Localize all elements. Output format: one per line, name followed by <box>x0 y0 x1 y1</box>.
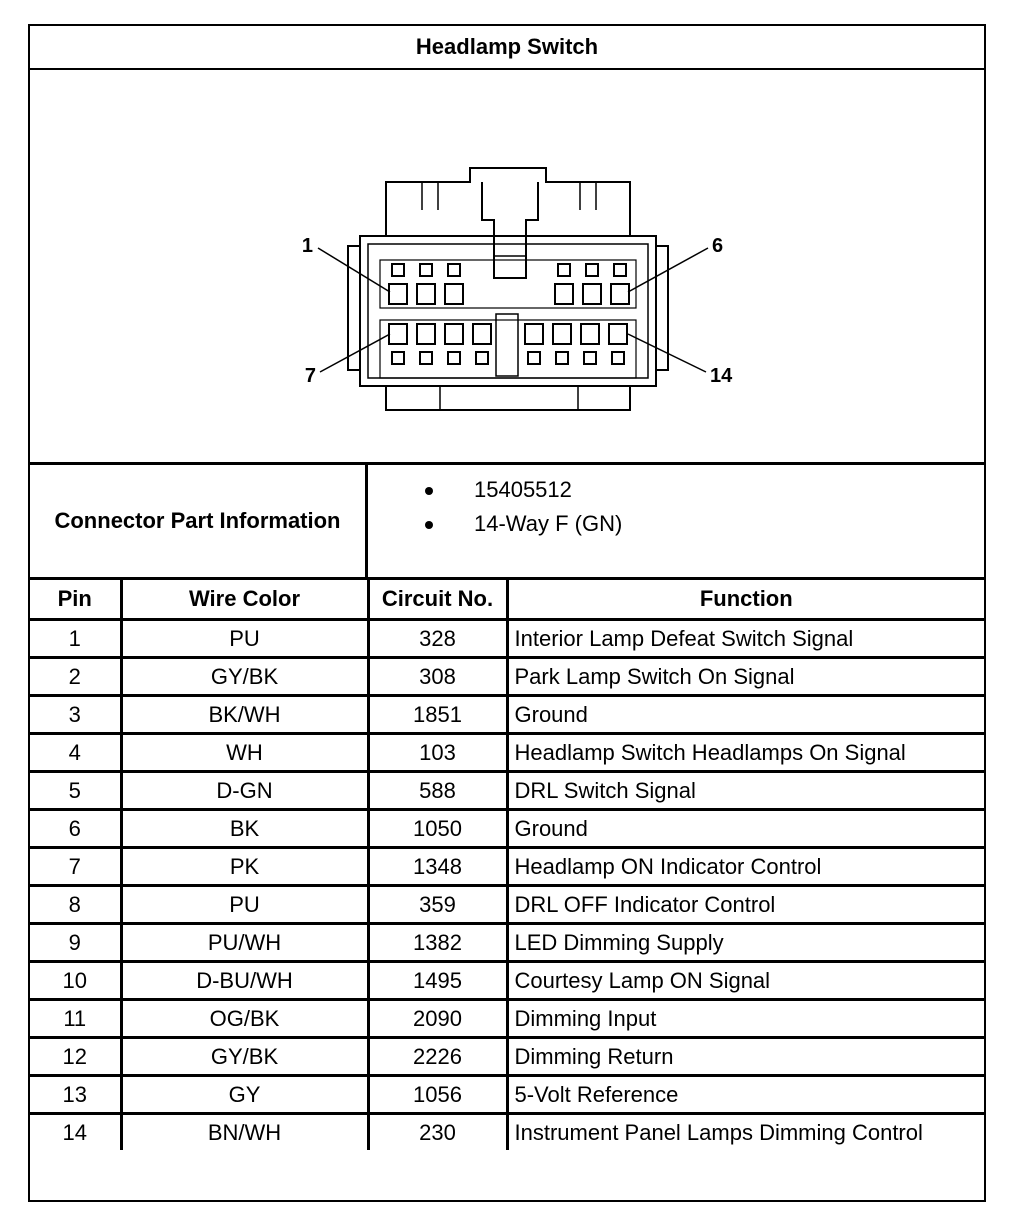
connector-info-list <box>368 473 622 541</box>
bullet-icon <box>425 521 433 529</box>
cell-pin: 13 <box>30 1076 121 1114</box>
table-row <box>30 734 984 772</box>
connector-info-label: Connector Part Information <box>30 465 368 577</box>
cell-function: Instrument Panel Lamps Dimming Control <box>507 1114 984 1151</box>
cell-wire-color: PU <box>121 620 368 658</box>
connector-info-item <box>368 473 622 507</box>
cell-function: Courtesy Lamp ON Signal <box>507 962 984 1000</box>
cell-wire-color: OG/BK <box>121 1000 368 1038</box>
cell-circuit: 230 <box>368 1114 507 1151</box>
cell-wire-color: GY/BK <box>121 1038 368 1076</box>
cell-pin: 2 <box>30 658 121 696</box>
table-row <box>30 1076 984 1114</box>
header-wire-color: Wire Color <box>121 580 368 620</box>
cell-function: Park Lamp Switch On Signal <box>507 658 984 696</box>
cell-circuit: 359 <box>368 886 507 924</box>
cell-circuit: 588 <box>368 772 507 810</box>
center-key <box>496 314 518 376</box>
cell-wire-color: GY <box>121 1076 368 1114</box>
pin-label-7: 7 <box>304 365 316 387</box>
table-row <box>30 1038 984 1076</box>
cell-circuit: 1382 <box>368 924 507 962</box>
connector-info-text: 15405512 <box>474 477 572 502</box>
table-row <box>30 1000 984 1038</box>
cell-function: Ground <box>507 696 984 734</box>
page-title: Headlamp Switch <box>30 26 984 70</box>
cell-circuit: 2090 <box>368 1000 507 1038</box>
cell-circuit: 1056 <box>368 1076 507 1114</box>
cell-wire-color: PK <box>121 848 368 886</box>
pinout-rows <box>30 620 984 1151</box>
cell-wire-color: GY/BK <box>121 658 368 696</box>
table-row <box>30 696 984 734</box>
connector-sheet <box>28 24 986 1202</box>
cell-circuit: 2226 <box>368 1038 507 1076</box>
pin-label-6: 6 <box>712 235 724 257</box>
connector-info-item <box>368 507 622 541</box>
table-row <box>30 658 984 696</box>
cell-pin: 12 <box>30 1038 121 1076</box>
connector-diagram <box>30 70 984 462</box>
cell-pin: 7 <box>30 848 121 886</box>
pinout-table <box>30 580 984 1150</box>
cavities-bottom-row <box>389 324 627 364</box>
cell-pin: 5 <box>30 772 121 810</box>
header-function: Function <box>507 580 984 620</box>
cell-pin: 3 <box>30 696 121 734</box>
cell-wire-color: PU/WH <box>121 924 368 962</box>
cell-pin: 11 <box>30 1000 121 1038</box>
cell-pin: 14 <box>30 1114 121 1151</box>
cavities-top-row <box>389 264 629 304</box>
table-row <box>30 924 984 962</box>
cell-wire-color: PU <box>121 886 368 924</box>
table-row <box>30 620 984 658</box>
cell-wire-color: D-GN <box>121 772 368 810</box>
cell-circuit: 328 <box>368 620 507 658</box>
cell-wire-color: BN/WH <box>121 1114 368 1151</box>
cell-pin: 8 <box>30 886 121 924</box>
table-row <box>30 886 984 924</box>
cell-pin: 10 <box>30 962 121 1000</box>
cell-wire-color: WH <box>121 734 368 772</box>
table-row <box>30 1114 984 1151</box>
header-pin: Pin <box>30 580 121 620</box>
cell-pin: 4 <box>30 734 121 772</box>
table-row <box>30 772 984 810</box>
cell-circuit: 1495 <box>368 962 507 1000</box>
cell-circuit: 1851 <box>368 696 507 734</box>
cell-pin: 1 <box>30 620 121 658</box>
header-circuit: Circuit No. <box>368 580 507 620</box>
cell-function: Dimming Return <box>507 1038 984 1076</box>
cell-wire-color: D-BU/WH <box>121 962 368 1000</box>
cell-circuit: 1348 <box>368 848 507 886</box>
cell-function: Ground <box>507 810 984 848</box>
bullet-icon <box>425 487 433 495</box>
pin-label-14: 14 <box>710 365 733 387</box>
leader-lines <box>318 248 708 372</box>
connector-info-text: 14-Way F (GN) <box>474 511 623 536</box>
cell-pin: 9 <box>30 924 121 962</box>
cell-function: Headlamp ON Indicator Control <box>507 848 984 886</box>
housing-base <box>386 386 630 410</box>
table-header-row <box>30 580 984 620</box>
cell-function: 5-Volt Reference <box>507 1076 984 1114</box>
table-row <box>30 962 984 1000</box>
table-row <box>30 848 984 886</box>
side-tab-right <box>656 246 668 370</box>
cell-wire-color: BK <box>121 810 368 848</box>
cell-function: Dimming Input <box>507 1000 984 1038</box>
connector-info-section <box>30 462 984 580</box>
cell-function: DRL Switch Signal <box>507 772 984 810</box>
table-row <box>30 810 984 848</box>
cell-function: Headlamp Switch Headlamps On Signal <box>507 734 984 772</box>
pin-label-1: 1 <box>301 235 313 257</box>
cell-wire-color: BK/WH <box>121 696 368 734</box>
latch <box>482 182 538 278</box>
connector-face-drawing <box>30 70 984 462</box>
cell-circuit: 1050 <box>368 810 507 848</box>
cell-pin: 6 <box>30 810 121 848</box>
cell-circuit: 308 <box>368 658 507 696</box>
cell-function: Interior Lamp Defeat Switch Signal <box>507 620 984 658</box>
cell-function: DRL OFF Indicator Control <box>507 886 984 924</box>
cell-function: LED Dimming Supply <box>507 924 984 962</box>
cell-circuit: 103 <box>368 734 507 772</box>
